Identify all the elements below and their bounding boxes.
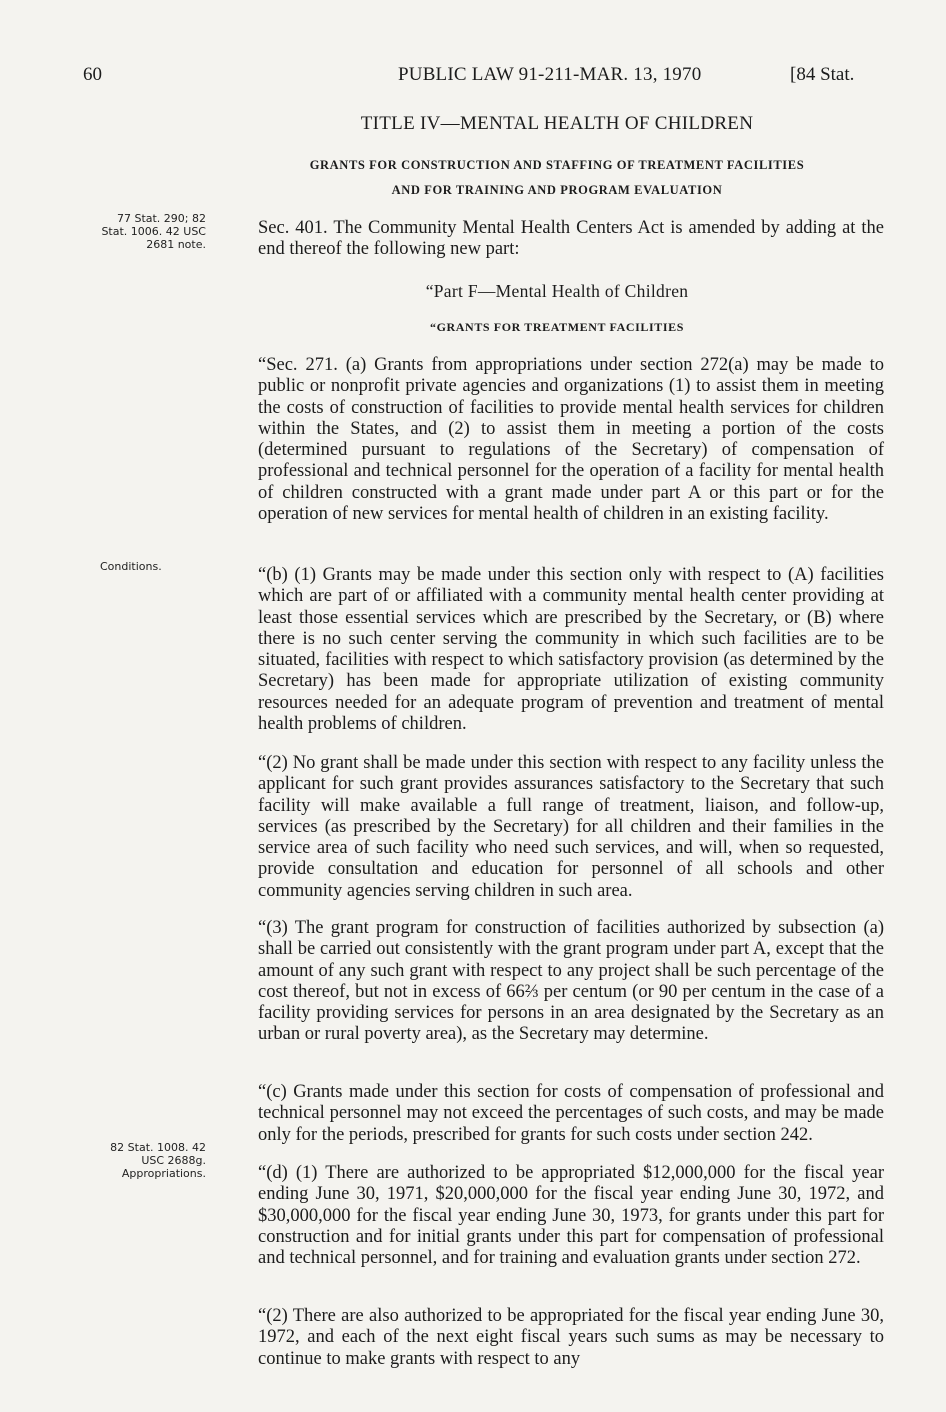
part-f-heading: “Part F—Mental Health of Children [425, 281, 689, 301]
part-f-subheading: “GRANTS FOR TREATMENT FACILITIES [429, 320, 685, 334]
section-271-a: “Sec. 271. (a) Grants from appropriations under section 272(a) may be made to public or nonprofit private agencies and organizations (1) to assist them in meeting the costs of construction of facilities to provide mental health services for children within the States, and (2) to assist them in meeting a portion of the costs (determined pursuant to regulations of the Secretary) of compensation of professional and technical personnel for the operation of a facility for mental health of children constructed with a grant made under part A or this part or for the operation of new services for mental health of children in an existing facility. [258, 355, 884, 525]
margin-note-conditions: Conditions. [100, 560, 162, 573]
subtitle-line-2: AND FOR TRAINING AND PROGRAM EVALUATION [391, 183, 723, 197]
page-number: 60 [83, 64, 102, 85]
title-heading: TITLE IV—MENTAL HEALTH OF CHILDREN [360, 113, 754, 134]
subtitle-line-1: GRANTS FOR CONSTRUCTION AND STAFFING OF TREATMENT FACILITIES [309, 158, 805, 172]
statute-reference: [84 Stat. [790, 64, 855, 85]
margin-note-citation-1: 77 Stat. 290; 82 Stat. 1006. 42 USC 2681 note. [101, 212, 206, 251]
section-271-b1: “(b) (1) Grants may be made under this section only with respect to (A) facilities which are part of or affiliated with a community mental health center providing at least those essential services which are prescribed by the Secretary, or (B) where there is no such center serving the community in which such facilities are to be situated, facilities with respect to which satisfactory provision (as determined by the Secretary) has been made for appropriate utilization of existing community resources needed for an adequate program of prevention and treatment of mental health problems of children. [258, 565, 884, 735]
running-head: PUBLIC LAW 91-211-MAR. 13, 1970 [398, 64, 702, 85]
section-271-c: “(c) Grants made under this section for costs of compensation of professional and technical personnel may not exceed the percentages of such costs, and may be made only for the periods, prescribed for grants for such costs under section 242. [258, 1082, 884, 1145]
section-401: Sec. 401. The Community Mental Health Centers Act is amended by adding at the end thereof the following new part: [258, 218, 884, 260]
page-header [0, 64, 946, 88]
section-271-b3: “(3) The grant program for construction of facilities authorized by subsection (a) shall be carried out consistently with the grant program under part A, except that the amount of any such grant with respect to any project shall be such percentage of the cost thereof, but not in excess of 66⅔ per centum (or 90 per centum in the case of a facility providing services for persons in an area designated by the Secretary as an urban or rural poverty area), as the Secretary may determine. [258, 918, 884, 1045]
section-271-b2: “(2) No grant shall be made under this section with respect to any facility unless the applicant for such grant provides assurances satisfactory to the Secretary that such facility will make available a full range of treatment, liaison, and follow-up, services (as prescribed by the Secretary) for all children and their families in the service area of such facility who need such services, and will, when so requested, provide consultation and education for personnel of all schools and other community agencies serving children in such area. [258, 753, 884, 901]
section-271-d2: “(2) There are also authorized to be appropriated for the fiscal year ending June 30, 1972, and each of the next eight fiscal years such sums as may be necessary to continue to make grants with respect to any [258, 1306, 884, 1369]
margin-note-citation-2: 82 Stat. 1008. 42 USC 2688g. Appropriations. [110, 1141, 206, 1180]
section-271-d1: “(d) (1) There are authorized to be appropriated $12,000,000 for the fiscal year ending June 30, 1971, $20,000,000 for the fiscal year ending June 30, 1972, and $30,000,000 for the fiscal year ending June 30, 1973, for grants under this part for construction and for initial grants under this part for compensation of professional and technical personnel, and for training and evaluation grants under section 272. [258, 1163, 884, 1269]
